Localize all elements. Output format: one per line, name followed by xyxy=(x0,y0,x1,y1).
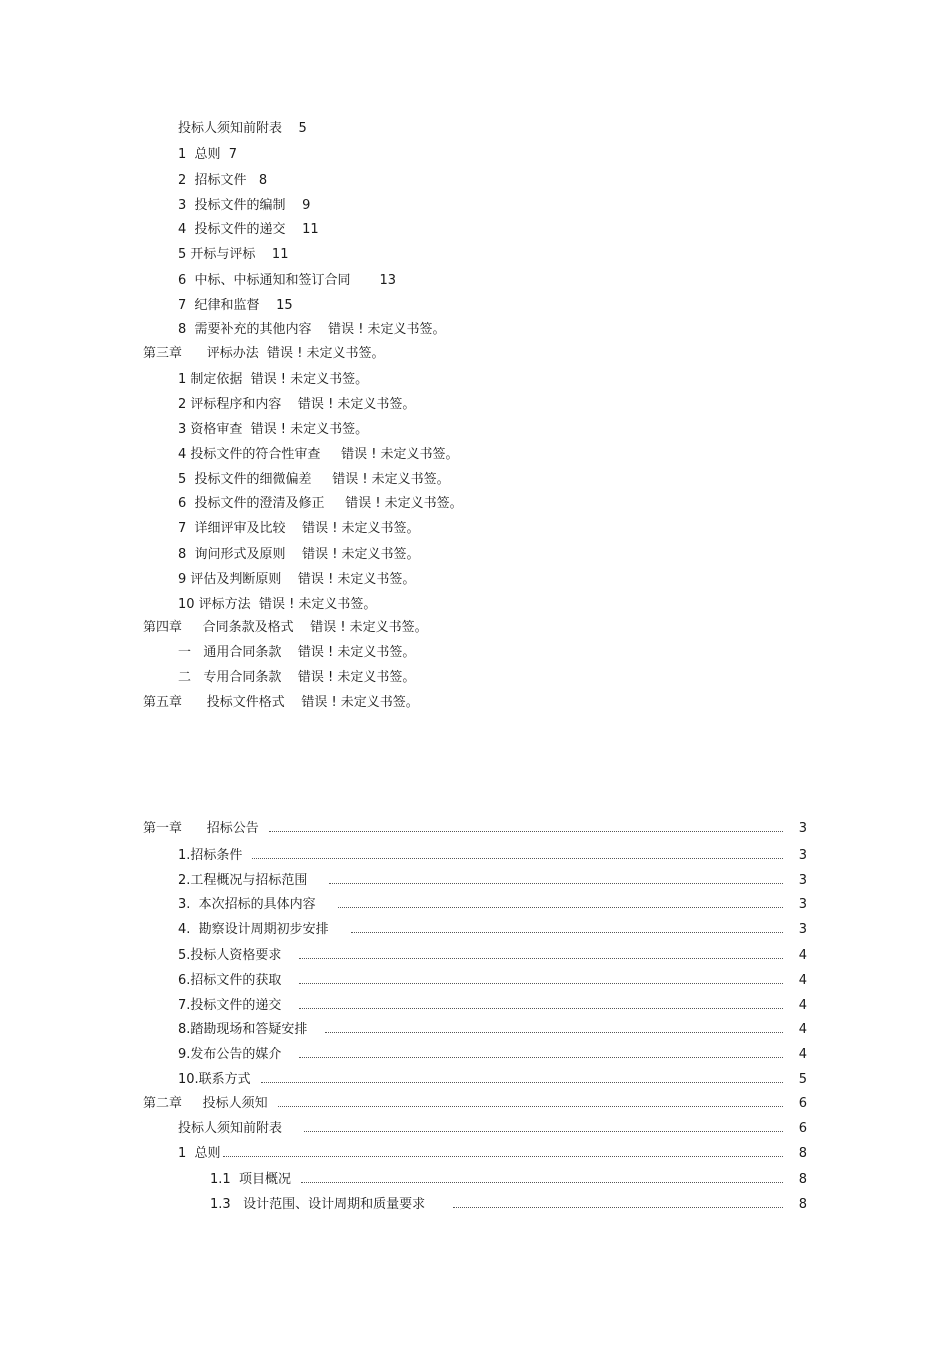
toc-entry-label: 8.踏勘现场和答疑安排 xyxy=(178,1022,308,1037)
toc-entry-page: 3 xyxy=(798,897,807,912)
chapter-line: 第三章 评标办法 错误 ! 未定义书签。 xyxy=(143,346,385,361)
toc-entry-label: 第二章 投标人须知 xyxy=(143,1096,268,1111)
toc-line: 3 资格审查 错误 ! 未定义书签。 xyxy=(178,422,369,437)
dot-leader xyxy=(299,1046,783,1058)
toc-line: 5 开标与评标 11 xyxy=(178,247,289,262)
toc-entry-label: 5.投标人资格要求 xyxy=(178,948,282,963)
dot-leader xyxy=(299,997,783,1009)
toc-line: 8 询问形式及原则 错误 ! 未定义书签。 xyxy=(178,547,420,562)
toc-line: 7 纪律和监督 15 xyxy=(178,298,293,313)
toc-entry xyxy=(178,1071,807,1087)
toc-line: 1 制定依据 错误 ! 未定义书签。 xyxy=(178,372,369,387)
chapter-line: 第四章 合同条款及格式 错误 ! 未定义书签。 xyxy=(143,620,428,635)
toc-line: 2 招标文件 8 xyxy=(178,173,268,188)
toc-entry-label: 4. 勘察设计周期初步安排 xyxy=(178,922,329,937)
toc-entry xyxy=(178,1021,807,1037)
dot-leader xyxy=(325,1021,783,1033)
toc-entry xyxy=(178,921,807,937)
toc-entry-page: 3 xyxy=(798,821,807,836)
dot-leader xyxy=(261,1071,783,1083)
toc-line: 3 投标文件的编制 9 xyxy=(178,198,311,213)
toc-entry xyxy=(178,1046,807,1062)
dot-leader xyxy=(223,1145,783,1157)
toc-entry-label: 1 总则 xyxy=(178,1146,221,1161)
toc-entry-label: 1.招标条件 xyxy=(178,848,243,863)
toc-line: 1 总则 7 xyxy=(178,147,238,162)
dot-leader xyxy=(299,972,783,984)
dot-leader xyxy=(299,947,783,959)
toc-line: 4 投标文件的递交 11 xyxy=(178,222,319,237)
toc-entry-page: 8 xyxy=(798,1172,807,1187)
dot-leader xyxy=(338,896,783,908)
toc-entry-page: 4 xyxy=(798,948,807,963)
toc-entry-page: 4 xyxy=(798,973,807,988)
toc-entry xyxy=(143,1095,807,1111)
toc-entry-label: 1.1 项目概况 xyxy=(210,1172,291,1187)
toc-line: 5 投标文件的细微偏差 错误 ! 未定义书签。 xyxy=(178,472,450,487)
toc-entry-label: 10.联系方式 xyxy=(178,1072,251,1087)
toc-entry-label: 7.投标文件的递交 xyxy=(178,998,282,1013)
toc-entry-label: 第一章 招标公告 xyxy=(143,821,259,836)
toc-entry-page: 4 xyxy=(798,998,807,1013)
toc-line: 一 通用合同条款 错误 ! 未定义书签。 xyxy=(178,645,416,660)
toc-entry-page: 3 xyxy=(798,873,807,888)
dot-leader xyxy=(304,1120,783,1132)
toc-entry xyxy=(178,847,807,863)
toc-entry-page: 3 xyxy=(798,848,807,863)
toc-line: 2 评标程序和内容 错误 ! 未定义书签。 xyxy=(178,397,416,412)
toc-entry-label: 投标人须知前附表 xyxy=(178,1121,283,1136)
toc-entry-page: 8 xyxy=(798,1197,807,1212)
toc-entry-page: 6 xyxy=(798,1121,807,1136)
dot-leader xyxy=(329,872,783,884)
toc-entry xyxy=(178,896,807,912)
toc-entry-page: 3 xyxy=(798,922,807,937)
toc-line: 投标人须知前附表 5 xyxy=(178,121,307,136)
dot-leader xyxy=(351,921,783,933)
toc-entry xyxy=(143,820,807,836)
toc-entry xyxy=(178,1120,807,1136)
toc-entry xyxy=(210,1171,807,1187)
toc-entry-label: 2.工程概况与招标范围 xyxy=(178,873,308,888)
toc-entry xyxy=(178,972,807,988)
toc-entry-label: 1.3 设计范围、设计周期和质量要求 xyxy=(210,1197,426,1212)
toc-line: 二 专用合同条款 错误 ! 未定义书签。 xyxy=(178,670,416,685)
toc-line: 9 评估及判断原则 错误 ! 未定义书签。 xyxy=(178,572,416,587)
toc-line: 4 投标文件的符合性审查 错误 ! 未定义书签。 xyxy=(178,447,459,462)
toc-entry-page: 4 xyxy=(798,1022,807,1037)
toc-entry-label: 6.招标文件的获取 xyxy=(178,973,282,988)
toc-line: 10 评标方法 错误 ! 未定义书签。 xyxy=(178,597,377,612)
toc-entry xyxy=(178,1145,807,1161)
dot-leader xyxy=(301,1171,783,1183)
toc-entry xyxy=(210,1196,807,1212)
dot-leader xyxy=(269,820,783,832)
toc-entry-page: 4 xyxy=(798,1047,807,1062)
dot-leader xyxy=(278,1095,783,1107)
toc-entry-page: 8 xyxy=(798,1146,807,1161)
toc-entry-label: 9.发布公告的媒介 xyxy=(178,1047,282,1062)
toc-entry-label: 3. 本次招标的具体内容 xyxy=(178,897,316,912)
toc-entry xyxy=(178,997,807,1013)
toc-line: 6 投标文件的澄清及修正 错误 ! 未定义书签。 xyxy=(178,496,463,511)
toc-entry-page: 6 xyxy=(798,1096,807,1111)
chapter-line: 第五章 投标文件格式 错误 ! 未定义书签。 xyxy=(143,695,419,710)
toc-line: 6 中标、中标通知和签订合同 13 xyxy=(178,273,397,288)
dot-leader xyxy=(453,1196,783,1208)
toc-line: 8 需要补充的其他内容 错误 ! 未定义书签。 xyxy=(178,322,446,337)
toc-entry xyxy=(178,872,807,888)
toc-entry-page: 5 xyxy=(798,1072,807,1087)
toc-entry xyxy=(178,947,807,963)
dot-leader xyxy=(252,847,783,859)
toc-line: 7 详细评审及比较 错误 ! 未定义书签。 xyxy=(178,521,420,536)
